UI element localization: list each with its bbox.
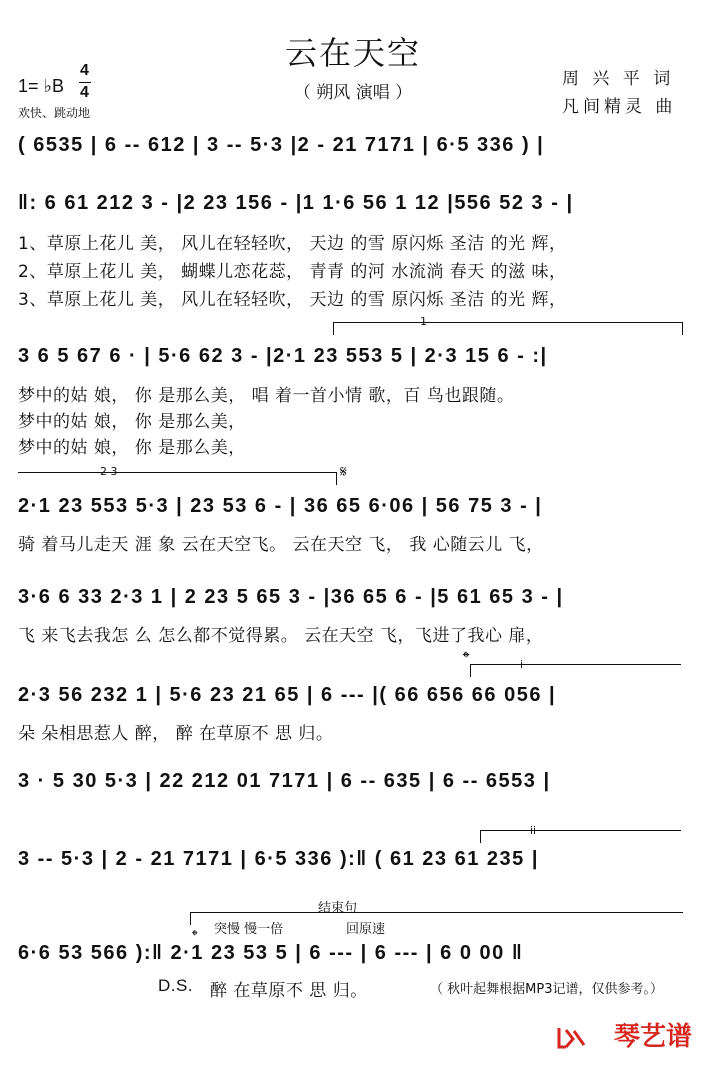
system-2-lyrics-verse-2: 2、草原上花儿 美， 蝴蝶儿恋花蕊， 青青 的河 水流淌 春天 的滋 味， xyxy=(18,262,567,282)
page-title: 云在天空 xyxy=(284,34,421,72)
piano-logo-icon xyxy=(556,1025,588,1051)
tempo-marking: 欢快、跳动地 xyxy=(18,106,91,120)
volta-label-i: i xyxy=(520,658,524,671)
transcription-footnote: （ 秋叶起舞根据MP3记谱，仅供参考。） xyxy=(430,982,663,997)
singer-credit: （ 朔风 演唱 ） xyxy=(293,83,413,103)
system-9-notes: 6·6 53 566 ):‖ 2·1 23 53 5 | 6 --- | 6 --- | 6 0 00 ‖ xyxy=(18,942,524,964)
dal-segno-marking: D.S. xyxy=(158,976,194,995)
volta-label-1: 1 xyxy=(420,315,427,328)
system-9-lyrics: 醉 在草原不 思 归。 xyxy=(210,981,368,1001)
composer-credit: 凡间精灵 曲 xyxy=(562,97,677,117)
system-1-notes: ( 6535 | 6 -- 612 | 3 -- 5·3 |2 - 21 7171 | 6·5 336 ) | xyxy=(18,134,545,156)
volta-bracket-2-3 xyxy=(18,472,337,485)
tempo-change-slow: 突慢 慢一倍 xyxy=(214,922,284,937)
tempo-change-return: 回原速 xyxy=(346,922,386,937)
system-3-notes: 3 6 5 67 6 · | 5·6 62 3 - |2·1 23 553 5 | 2·3 15 6 - :| xyxy=(18,345,548,367)
lyricist-credit: 周 兴 平 词 xyxy=(562,69,675,89)
system-2-notes: ‖: 6 61 212 3 - |2 23 156 - |1 1·6 56 1 12 |556 52 3 - | xyxy=(18,192,574,214)
system-4-lyrics: 骑 着马儿走天 涯 象 云在天空飞。 云在天空 飞， 我 心随云儿 飞， xyxy=(18,535,544,555)
system-5-notes: 3·6 6 33 2·3 1 | 2 23 5 65 3 - |36 65 6 - |5 61 65 3 - | xyxy=(18,586,564,608)
time-signature-divider xyxy=(79,82,91,83)
system-8-notes: 3 -- 5·3 | 2 - 21 7171 | 6·5 336 ):‖ ( 61 23 61 235 | xyxy=(18,848,539,870)
system-7-notes: 3 · 5 30 5·3 | 22 212 01 7171 | 6 -- 635 | 6 -- 6553 | xyxy=(18,770,551,792)
time-signature-top: 4 xyxy=(80,62,89,79)
system-6-lyrics: 朵 朵相思惹人 醉， 醉 在草原不 思 归。 xyxy=(18,724,334,744)
volta-label-2-3: 2 3 xyxy=(100,465,118,478)
key-signature: 1= ♭B xyxy=(18,76,65,96)
system-3-lyrics-verse-3: 梦中的姑 娘， 你 是那么美， xyxy=(18,438,246,458)
system-3-lyrics-verse-2: 梦中的姑 娘， 你 是那么美， xyxy=(18,412,246,432)
system-5-lyrics: 飞 来飞去我怎 么 怎么都不觉得累。 云在天空 飞，飞进了我心 扉， xyxy=(18,626,544,646)
system-6-notes: 2·3 56 232 1 | 5·6 23 21 65 | 6 --- |( 66 656 66 056 | xyxy=(18,684,557,706)
coda-sign-ending: 𝄌 xyxy=(192,926,198,945)
volta-bracket-ii xyxy=(480,830,681,843)
time-signature-bottom: 4 xyxy=(80,84,89,101)
volta-bracket-i xyxy=(470,664,681,677)
system-4-notes: 2·1 23 553 5·3 | 23 53 6 - | 36 65 6·06 | 56 75 3 - | xyxy=(18,495,543,517)
segno-sign: 𝄋 xyxy=(340,462,347,481)
coda-sign: 𝄌 xyxy=(463,648,470,669)
volta-bracket-1 xyxy=(333,322,683,335)
system-2-lyrics-verse-3: 3、草原上花儿 美， 风儿在轻轻吹， 天边 的雪 原闪烁 圣洁 的光 辉， xyxy=(18,290,567,310)
ending-label: 结束句 xyxy=(318,901,358,916)
brand-logo-text: 琴艺谱 xyxy=(613,1022,692,1052)
system-2-lyrics-verse-1: 1、草原上花儿 美， 风儿在轻轻吹， 天边 的雪 原闪烁 圣洁 的光 辉， xyxy=(18,234,567,254)
volta-label-ii: ii xyxy=(530,824,537,837)
system-3-lyrics-verse-1: 梦中的姑 娘， 你 是那么美， 唱 着一首小情 歌，百 鸟也跟随。 xyxy=(18,386,515,406)
